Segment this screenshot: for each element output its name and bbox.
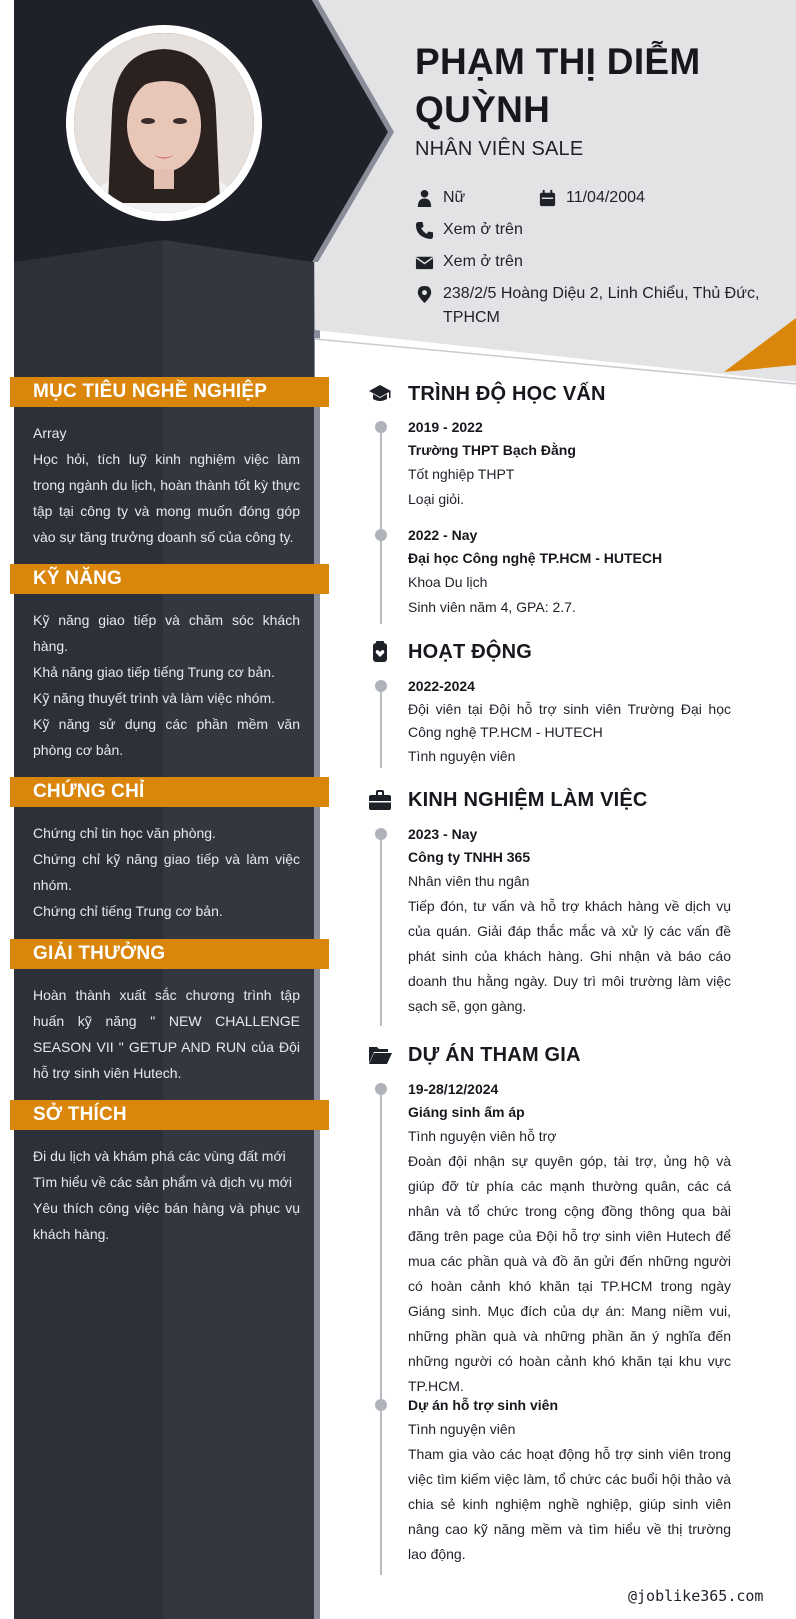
award-item: Hoàn thành xuất sắc chương trình tập huấn kỹ năng " NEW CHALLENGE SEASON VII " GETUP AND RUN của Đội hỗ trợ sinh viên Hutech.	[33, 987, 300, 1081]
activities-title: HOẠT ĐỘNG	[408, 640, 533, 663]
entry-role: Tình nguyện viên hỗ trợ	[408, 1128, 557, 1144]
calendar-icon	[538, 186, 566, 210]
hobby-item: Tìm hiểu về các sản phẩm và dịch vụ mới	[33, 1174, 292, 1190]
entry-role: Đội viên tại Đội hỗ trợ sinh viên Trường Đại học Công nghệ TP.HCM - HUTECH	[408, 701, 731, 740]
graduation-cap-icon	[368, 380, 408, 408]
timeline-dot	[375, 1083, 387, 1095]
experience-section-header	[368, 786, 648, 814]
entry-date: 2022 - Nay	[408, 527, 478, 543]
entry-org: Dự án hỗ trợ sinh viên	[408, 1397, 558, 1413]
skills-list	[33, 607, 300, 763]
project-entry	[408, 1078, 731, 1399]
education-entry	[408, 524, 731, 620]
watermark-footer: @joblike365.com	[628, 1587, 764, 1605]
timeline-dot	[375, 529, 387, 541]
profile-photo	[74, 33, 254, 213]
timeline-dot	[375, 421, 387, 433]
briefcase-icon	[368, 786, 408, 814]
experience-entry	[408, 823, 731, 1019]
objective-text	[33, 420, 300, 550]
activity-entry	[408, 675, 731, 769]
skills-heading: KỸ NĂNG	[10, 564, 329, 594]
entry-desc: Sinh viên năm 4, GPA: 2.7.	[408, 599, 576, 615]
certificate-item: Chứng chỉ tiếng Trung cơ bản.	[33, 903, 223, 919]
timeline-dot	[375, 680, 387, 692]
avatar	[66, 25, 262, 221]
birthdate-row	[538, 186, 645, 210]
envelope-icon	[415, 250, 443, 274]
certificate-item: Chứng chỉ tin học văn phòng.	[33, 825, 216, 841]
entry-org: Giáng sinh ấm áp	[408, 1104, 525, 1120]
entry-role: Nhân viên thu ngân	[408, 873, 530, 889]
certificates-list	[33, 820, 300, 924]
entry-org: Trường THPT Bạch Đằng	[408, 442, 576, 458]
certificates-heading: CHỨNG CHỈ	[10, 777, 329, 807]
entry-date: 19-28/12/2024	[408, 1081, 499, 1097]
gender-row	[415, 186, 465, 210]
badge-icon	[368, 638, 408, 666]
education-timeline	[380, 426, 382, 624]
entry-desc: Tiếp đón, tư vấn và hỗ trợ khách hàng về dịch vụ của quán. Giải đáp thắc mắc và xử lý các vấn đề phát sinh của khách hàng. Ghi nhận và báo cáo doanh thu hằng ngày. Duy trì môi trường làm việc sạch sẽ, gọn gàng.	[408, 898, 731, 1014]
gender-value: Nữ	[443, 189, 466, 206]
project-entry	[408, 1394, 731, 1567]
email-value: Xem ở trên	[443, 253, 523, 270]
address-row	[415, 282, 765, 330]
activities-section-header	[368, 638, 532, 666]
education-entry	[408, 416, 731, 512]
entry-role: Tình nguyện viên	[408, 1421, 516, 1437]
experience-timeline	[380, 830, 382, 1026]
phone-value: Xem ở trên	[443, 221, 523, 238]
objective-line: Array	[33, 425, 67, 441]
entry-desc: Tình nguyện viên	[408, 748, 516, 764]
certificate-item: Chứng chỉ kỹ năng giao tiếp và làm việc nhóm.	[33, 851, 300, 893]
entry-role: Khoa Du lịch	[408, 574, 488, 590]
entry-desc: Đoàn đội nhận sự quyên góp, tài trợ, ủng hộ và giúp đỡ từ phía các mạnh thường quân, các cá nhân và tổ chức trong cộng đồng thông qua bài đăng trên page của Đội hỗ trợ sinh viên Hutech để mua các phần quà và đồ ăn gửi đến những người có hoàn cảnh khó khăn tại TP.HCM trong ngày Giáng sinh. Mục đích của dự án: Mang niềm vui, những phần quà và những phần ăn ý nghĩa đến những người có hoàn cảnh khó khăn tại khu vực TP.HCM.	[408, 1153, 731, 1394]
entry-org: Công ty TNHH 365	[408, 849, 531, 865]
entry-role: Tốt nghiệp THPT	[408, 466, 515, 482]
education-title: TRÌNH ĐỘ HỌC VẤN	[408, 382, 606, 405]
skill-item: Kỹ năng sử dụng các phần mềm văn phòng cơ bản.	[33, 716, 300, 758]
experience-title: KINH NGHIỆM LÀM VIỆC	[408, 788, 648, 811]
hobbies-heading: SỞ THÍCH	[10, 1100, 329, 1130]
skill-item: Kỹ năng thuyết trình và làm việc nhóm.	[33, 690, 276, 706]
sidebar-stripe	[314, 230, 320, 1619]
hobbies-list	[33, 1143, 300, 1247]
awards-list	[33, 982, 300, 1086]
entry-desc: Loại giỏi.	[408, 491, 465, 507]
objective-line: Học hỏi, tích luỹ kinh nghiệm việc làm trong ngành du lịch, hoàn thành tốt kỳ thực tập tại công ty và mong muốn đóng góp vào sự tăng trưởng doanh số của công ty.	[33, 451, 300, 545]
skill-item: Kỹ năng giao tiếp và chăm sóc khách hàng.	[33, 612, 300, 654]
projects-title: DỰ ÁN THAM GIA	[408, 1043, 581, 1066]
hobby-item: Đi du lịch và khám phá các vùng đất mới	[33, 1148, 286, 1164]
skill-item: Khả năng giao tiếp tiếng Trung cơ bản.	[33, 664, 275, 680]
education-section-header	[368, 380, 606, 408]
phone-icon	[415, 218, 443, 242]
entry-date: 2022-2024	[408, 678, 475, 694]
projects-timeline	[380, 1085, 382, 1575]
entry-date: 2019 - 2022	[408, 419, 483, 435]
timeline-dot	[375, 828, 387, 840]
entry-date: 2023 - Nay	[408, 826, 478, 842]
address-value: 238/2/5 Hoàng Diệu 2, Linh Chiểu, Thủ Đức, TPHCM	[443, 285, 760, 326]
birthdate-value: 11/04/2004	[566, 189, 645, 206]
activities-timeline	[380, 682, 382, 768]
entry-org: Đại học Công nghệ TP.HCM - HUTECH	[408, 550, 663, 566]
phone-row	[415, 218, 523, 242]
user-icon	[415, 186, 443, 210]
candidate-name: PHẠM THỊ DIỄM QUỲNH	[415, 41, 701, 130]
hobby-item: Yêu thích công việc bán hàng và phục vụ khách hàng.	[33, 1200, 300, 1242]
folder-open-icon	[368, 1041, 408, 1069]
map-marker-icon	[415, 282, 443, 330]
awards-heading: GIẢI THƯỞNG	[10, 939, 329, 969]
timeline-dot	[375, 1399, 387, 1411]
objective-heading: MỤC TIÊU NGHỀ NGHIỆP	[10, 377, 329, 407]
entry-desc: Tham gia vào các hoạt động hỗ trợ sinh viên trong việc tìm kiếm việc làm, tổ chức các buổi hội thảo và chia sẻ kinh nghiệm nghề nghiệp, giúp sinh viên nâng cao kỹ năng mềm và tìm hiểu về thị trường lao động.	[408, 1446, 731, 1562]
job-title: NHÂN VIÊN SALE	[415, 138, 584, 160]
email-row	[415, 250, 523, 274]
projects-section-header	[368, 1041, 581, 1069]
